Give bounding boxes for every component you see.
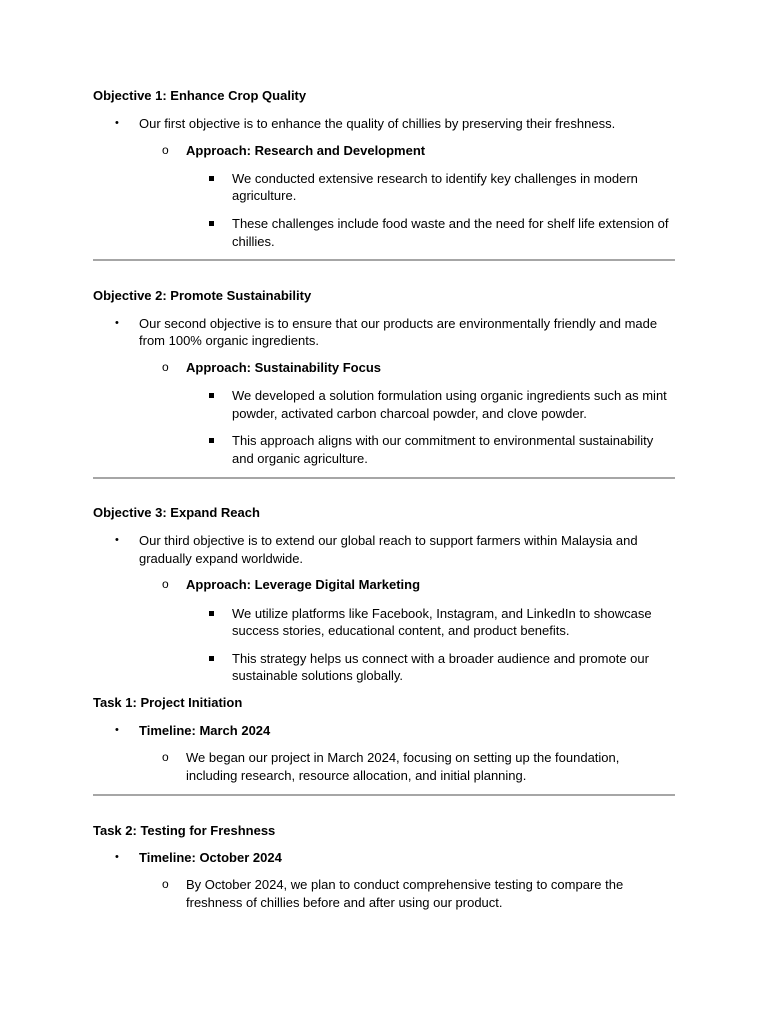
task-2-detail-line-2: freshness of chillies before and after using our product. xyxy=(186,895,503,910)
objective-3-heading: Objective 3: Expand Reach xyxy=(93,505,260,520)
objective-2-item-2-line-1: This approach aligns with our commitment to environmental sustainability xyxy=(232,433,654,448)
square-bullet-marker xyxy=(209,611,214,616)
section-divider xyxy=(93,794,675,796)
objective-1-item-2-line-1: These challenges include food waste and the need for shelf life extension of xyxy=(232,216,669,231)
objective-3-item-1-line-1: We utilize platforms like Facebook, Instagram, and LinkedIn to showcase xyxy=(232,606,652,621)
square-bullet-marker xyxy=(209,438,214,443)
objective-2-approach: Approach: Sustainability Focus xyxy=(186,360,382,375)
objective-1-approach: Approach: Research and Development xyxy=(186,143,426,158)
objective-3-item-2-line-2: sustainable solutions globally. xyxy=(232,668,404,683)
section-divider xyxy=(93,259,675,261)
bullet-marker: • xyxy=(115,117,119,129)
sub-bullet-marker: o xyxy=(162,577,169,591)
objective-3-text-line-2: gradually expand worldwide. xyxy=(139,551,304,566)
objective-3-item-1-line-2: success stories, educational content, and product benefits. xyxy=(232,623,570,638)
section-divider xyxy=(93,477,675,479)
square-bullet-marker xyxy=(209,656,214,661)
objective-2-item-2-line-2: and organic agriculture. xyxy=(232,451,368,466)
task-1-timeline: Timeline: March 2024 xyxy=(139,723,271,738)
bullet-marker: • xyxy=(115,317,119,329)
task-1-detail-line-1: We began our project in March 2024, focusing on setting up the foundation, xyxy=(186,750,620,765)
objective-3-approach: Approach: Leverage Digital Marketing xyxy=(186,577,421,592)
objective-2-text-line-2: from 100% organic ingredients. xyxy=(139,333,319,348)
objective-2-item-1-line-2: powder, activated carbon charcoal powder, and clove powder. xyxy=(232,406,587,421)
bullet-marker: • xyxy=(115,851,119,863)
bullet-marker: • xyxy=(115,724,119,736)
square-bullet-marker xyxy=(209,393,214,398)
objective-1-heading: Objective 1: Enhance Crop Quality xyxy=(93,88,307,103)
task-1-heading: Task 1: Project Initiation xyxy=(93,695,243,710)
objective-2-text-line-1: Our second objective is to ensure that our products are environmentally friendly and made xyxy=(139,316,658,331)
objective-3-text-line-1: Our third objective is to extend our global reach to support farmers within Malaysia and xyxy=(139,533,638,548)
objective-2-heading: Objective 2: Promote Sustainability xyxy=(93,288,312,303)
task-2-heading: Task 2: Testing for Freshness xyxy=(93,823,276,838)
sub-bullet-marker: o xyxy=(162,877,169,891)
objective-1-item-1-line-2: agriculture. xyxy=(232,188,297,203)
square-bullet-marker xyxy=(209,221,214,226)
task-2-detail-line-1: By October 2024, we plan to conduct comprehensive testing to compare the xyxy=(186,877,624,892)
task-2-timeline: Timeline: October 2024 xyxy=(139,850,282,865)
objective-1-item-1-line-1: We conducted extensive research to identify key challenges in modern xyxy=(232,171,638,186)
objective-3-item-2-line-1: This strategy helps us connect with a broader audience and promote our xyxy=(232,651,649,666)
square-bullet-marker xyxy=(209,176,214,181)
sub-bullet-marker: o xyxy=(162,360,169,374)
objective-2-item-1-line-1: We developed a solution formulation using organic ingredients such as mint xyxy=(232,388,667,403)
objective-1-text: Our first objective is to enhance the quality of chillies by preserving their freshness. xyxy=(139,116,616,131)
sub-bullet-marker: o xyxy=(162,143,169,157)
objective-1-item-2-line-2: chillies. xyxy=(232,234,275,249)
task-1-detail-line-2: including research, resource allocation, and initial planning. xyxy=(186,768,527,783)
bullet-marker: • xyxy=(115,534,119,546)
sub-bullet-marker: o xyxy=(162,750,169,764)
